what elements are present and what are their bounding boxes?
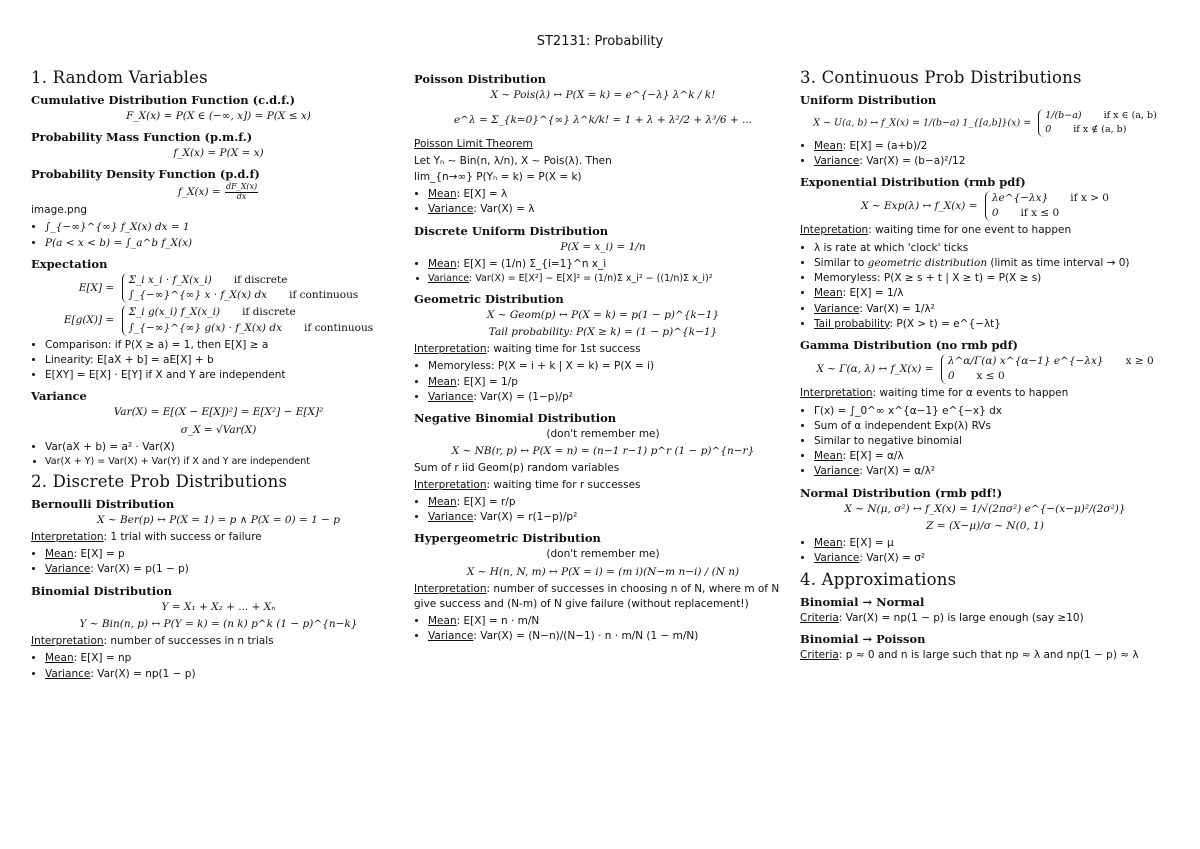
list-item xyxy=(814,449,1170,464)
list-item xyxy=(428,375,792,390)
text: : Var(X) = (b−a)²/12 xyxy=(859,154,966,167)
text: : Var(X) = p(1 − p) xyxy=(90,563,189,576)
case-cond: if x ≤ 0 xyxy=(1020,207,1060,220)
text: : Var(X) = np(1 − p) xyxy=(90,667,196,680)
label: Mean xyxy=(428,257,457,270)
label: Interpretation xyxy=(31,531,104,544)
list-item xyxy=(428,629,792,644)
case-expr: 0 xyxy=(1045,123,1052,135)
label: Interpretation xyxy=(31,635,104,648)
text: : E[X] = α/λ xyxy=(842,450,904,463)
pdf-eq-denominator: dx xyxy=(236,191,247,201)
pdf-eq-lhs: f_X(x) = xyxy=(177,186,221,199)
pmf-equation: f_X(x) = P(X = x) xyxy=(173,147,264,160)
poisson-limit-line1: Let Yₙ ∼ Bin(n, λ/n), X ∼ Pois(λ). Then xyxy=(414,154,612,167)
negative-binomial-note: (don't remember me) xyxy=(546,428,660,441)
case-cond: if discrete xyxy=(242,306,296,319)
list-item: • ∫_{−∞}^{∞} f_X(x) dx = 1 xyxy=(45,220,406,235)
binomial-sum-equation: Y = X₁ + X₂ + ... + Xₙ xyxy=(161,600,276,613)
binomial-pmf-equation: Y ∼ Bin(n, p) ↔ P(Y = k) = (n k) p^k (1 − p)^{n−k} xyxy=(79,617,358,630)
label: Mean xyxy=(45,548,74,561)
case-expr: Σ_i g(x_i) f_X(x_i) xyxy=(128,306,221,319)
list-item: • Γ(x) = ∫_0^∞ x^{α−1} e^{−x} dx xyxy=(814,404,1170,419)
exponential-equation xyxy=(800,191,1170,221)
exponential-cases xyxy=(985,191,1109,221)
normal-pdf-equation: X ∼ N(μ, σ²) ↔ f_X(x) = 1/√(2πσ²) e^{−(x−μ)²/(2σ²)} xyxy=(844,502,1126,515)
case-cond: if x ∉ (a, b) xyxy=(1073,123,1127,135)
text: : waiting time for α events to happen xyxy=(872,387,1069,400)
exponential-bullets xyxy=(800,241,1170,332)
label: Variance xyxy=(45,563,91,576)
pdf-heading: Probability Density Function (p.d.f) xyxy=(31,167,260,182)
label: Mean xyxy=(814,450,843,463)
label: Criteria xyxy=(800,611,839,624)
label: Mean xyxy=(45,652,74,665)
label: Variance xyxy=(428,272,470,284)
label: Mean xyxy=(814,139,843,152)
pdf-bullets xyxy=(31,220,406,250)
geometric-interpretation xyxy=(414,342,792,357)
list-item xyxy=(428,495,792,510)
text: : 1 trial with success or failure xyxy=(103,531,262,544)
gamma-cases xyxy=(941,354,1154,384)
image-placeholder-text: image.png xyxy=(31,204,88,217)
binomial-bullets xyxy=(31,651,406,681)
pdf-eq-fraction xyxy=(225,183,258,201)
text: : E[X] = r/p xyxy=(456,495,516,508)
text: : Var(X) = (N−n)/(N−1) · n · m/N (1 − m/N) xyxy=(473,630,699,643)
list-item: • Similar to negative binomial xyxy=(814,434,1170,449)
sigma-equation: σ_X = √Var(X) xyxy=(180,423,257,436)
uniform-bullets xyxy=(800,139,1170,169)
uniform-lhs: X ∼ U(a, b) ↔ f_X(x) = 1/(b−a) 1_{[a,b]}(x) = xyxy=(813,117,1032,129)
expectation-lhs: E[X] = xyxy=(78,282,115,295)
case-cond: if continuous xyxy=(289,289,359,302)
list-item: • Sum of α independent Exp(λ) RVs xyxy=(814,419,1170,434)
expectation-g-cases xyxy=(122,305,374,335)
geometric-bullets xyxy=(414,359,792,405)
expectation-bullets xyxy=(31,338,406,384)
label: Interpretation xyxy=(414,478,487,491)
label: Variance xyxy=(814,465,860,478)
case-expr: ∫_{−∞}^{∞} g(x) · f_X(x) dx xyxy=(128,321,283,334)
section-heading-approximations: 4. Approximations xyxy=(800,569,957,589)
text: Similar to xyxy=(814,256,868,269)
hypergeometric-note: (don't remember me) xyxy=(546,548,660,561)
normal-standardize-equation: Z = (X−μ)/σ ∼ N(0, 1) xyxy=(926,519,1044,532)
case-expr: Σ_i x_i · f_X(x_i) xyxy=(128,273,212,286)
label: Criteria xyxy=(800,648,839,661)
text: : Var(X) = np(1 − p) is large enough (say ≥10) xyxy=(838,611,1084,624)
cdf-heading: Cumulative Distribution Function (c.d.f.) xyxy=(31,93,296,107)
gamma-lhs: X ∼ Γ(α, λ) ↔ f_X(x) = xyxy=(816,363,934,376)
text: : Var(X) = r(1−p)/p² xyxy=(473,511,578,524)
list-item xyxy=(428,202,792,217)
poisson-bullets xyxy=(414,187,792,217)
text: : Var(X) = (1−p)/p² xyxy=(473,390,573,403)
label: Mean xyxy=(814,537,843,550)
list-item xyxy=(814,317,1170,332)
text: : Var(X) = E[X²] − E[X]² = (1/n)Σ x_i² − ((1/n)Σ x_i)² xyxy=(469,272,713,284)
list-item: • Var(X + Y) = Var(X) + Var(Y) if X and Y are independent xyxy=(45,455,406,469)
bernoulli-heading: Bernoulli Distribution xyxy=(31,496,175,511)
list-item xyxy=(428,257,792,272)
binomial-poisson-heading: Binomial → Poisson xyxy=(800,631,926,646)
pmf-heading: Probability Mass Function (p.m.f.) xyxy=(31,130,253,145)
variance-equation: Var(X) = E[(X − E[X])²] = E[X²] − E[X]² xyxy=(113,406,324,419)
binomial-heading: Binomial Distribution xyxy=(31,583,173,598)
label: Interpretation xyxy=(800,387,873,400)
exponential-heading: Exponential Distribution (rmb pdf) xyxy=(800,174,1026,189)
expectation-g-equation xyxy=(31,305,406,335)
negative-binomial-bullets xyxy=(414,495,792,525)
section-heading-discrete: 2. Discrete Prob Distributions xyxy=(31,471,288,491)
binomial-poisson-criteria xyxy=(800,648,1170,663)
text: : Var(X) = 1/λ² xyxy=(859,302,935,315)
text: : E[X] = μ xyxy=(842,537,894,550)
binomial-interpretation xyxy=(31,634,406,649)
list-item xyxy=(814,154,1170,169)
list-item xyxy=(814,302,1170,317)
uniform-equation xyxy=(800,109,1170,137)
label: Variance xyxy=(814,302,860,315)
list-item xyxy=(814,139,1170,154)
case-expr: λe^{−λx} xyxy=(991,191,1049,204)
text: : E[X] = 1/λ xyxy=(842,287,904,300)
column-1 xyxy=(31,66,406,685)
normal-heading: Normal Distribution (rmb pdf!) xyxy=(800,485,1003,500)
list-item xyxy=(428,510,792,525)
label: Variance xyxy=(428,203,474,216)
list-item: • Linearity: E[aX + b] = aE[X] + b xyxy=(45,353,406,368)
text: : P(X > t) = e^{−λt} xyxy=(889,317,1001,330)
label: Mean xyxy=(428,495,457,508)
pdf-equation xyxy=(31,183,406,201)
expectation-equation xyxy=(31,273,406,303)
pdf-eq-numerator: dF_X(x) xyxy=(226,182,258,192)
case-expr: 0 xyxy=(991,207,999,220)
uniform-cases xyxy=(1038,109,1157,137)
bernoulli-interpretation xyxy=(31,530,406,545)
case-expr: ∫_{−∞}^{∞} x · f_X(x) dx xyxy=(128,289,268,302)
label: Variance xyxy=(814,154,860,167)
hypergeometric-heading: Hypergeometric Distribution xyxy=(414,531,601,546)
list-item: • E[XY] = E[X] · E[Y] if X and Y are independent xyxy=(45,368,406,383)
variance-heading: Variance xyxy=(31,389,87,404)
bernoulli-equation: X ∼ Ber(p) ↔ P(X = 1) = p ∧ P(X = 0) = 1 − p xyxy=(97,513,340,526)
list-item xyxy=(45,562,406,577)
text: : Var(X) = σ² xyxy=(859,552,926,565)
gamma-heading: Gamma Distribution (no rmb pdf) xyxy=(800,337,1018,352)
case-expr: 0 xyxy=(947,370,955,383)
column-3 xyxy=(800,66,1170,664)
text: : p ≈ 0 and n is large such that np ≈ λ and np(1 − p) ≈ λ xyxy=(838,648,1139,661)
text: : Var(X) = α/λ² xyxy=(859,465,936,478)
label: Variance xyxy=(428,511,474,524)
case-expr: 1/(b−a) xyxy=(1045,110,1082,121)
exponential-interpretation xyxy=(800,223,1170,238)
poisson-series-equation: e^λ = Σ_{k=0}^{∞} λ^k/k! = 1 + λ + λ²/2 + λ³/6 + ... xyxy=(453,114,753,127)
bernoulli-bullets xyxy=(31,547,406,577)
uniform-heading: Uniform Distribution xyxy=(800,93,937,107)
hypergeometric-interpretation xyxy=(414,582,792,612)
expectation-heading: Expectation xyxy=(31,256,108,271)
label: Interpretation xyxy=(414,582,487,595)
discrete-uniform-heading: Discrete Uniform Distribution xyxy=(414,223,609,238)
label: Mean xyxy=(814,287,843,300)
label: Variance xyxy=(814,552,860,565)
label: Variance xyxy=(428,630,474,643)
discrete-uniform-bullets xyxy=(414,257,792,286)
list-item xyxy=(814,256,1170,271)
list-item: • Memoryless: P(X ≥ s + t | X ≥ t) = P(X ≥ s) xyxy=(814,271,1170,286)
variance-bullets xyxy=(31,440,406,469)
label: Variance xyxy=(428,390,474,403)
section-heading-random-variables: 1. Random Variables xyxy=(31,68,208,87)
list-item xyxy=(45,547,406,562)
case-cond: if continuous xyxy=(304,321,374,334)
case-cond: x ≤ 0 xyxy=(976,370,1005,383)
case-cond: if discrete xyxy=(233,273,288,286)
case-expr: λ^α/Γ(α) x^{α−1} e^{−λx} xyxy=(947,354,1104,367)
text: : E[X] = p xyxy=(73,548,125,561)
expectation-cases xyxy=(122,273,359,303)
poisson-limit-heading: Poisson Limit Theorem xyxy=(414,138,533,151)
text: : number of successes in choosing n of N, where m of N give success and (N-m) of N give failure (without replacement!) xyxy=(414,582,780,611)
negative-binomial-sum: Sum of r iid Geom(p) random variables xyxy=(414,462,620,475)
text: : E[X] = (1/n) Σ_{i=1}^n x_i xyxy=(456,257,607,270)
poisson-equation: X ∼ Pois(λ) ↔ P(X = k) = e^{−λ} λ^k / k! xyxy=(490,89,716,101)
binomial-normal-heading: Binomial → Normal xyxy=(800,594,925,609)
binomial-normal-criteria xyxy=(800,611,1170,626)
label: Tail probability xyxy=(814,317,890,330)
text: : E[X] = (a+b)/2 xyxy=(842,139,928,152)
label: Interpretation xyxy=(414,343,487,356)
label: Mean xyxy=(428,375,457,388)
gamma-bullets xyxy=(800,404,1170,480)
text: : E[X] = λ xyxy=(456,188,508,201)
case-cond: if x > 0 xyxy=(1070,191,1109,204)
negative-binomial-interpretation xyxy=(414,478,792,493)
cdf-equation: F_X(x) = P(X ∈ (−∞, x]) = P(X ≤ x) xyxy=(126,110,311,122)
list-item xyxy=(814,464,1170,479)
list-item: • Comparison: if P(X ≥ a) = 1, then E[X] ≥ a xyxy=(45,338,406,353)
emphasis: geometric distribution xyxy=(867,256,988,269)
text: : E[X] = np xyxy=(73,652,132,665)
list-item xyxy=(428,390,792,405)
list-item xyxy=(45,667,406,682)
negative-binomial-heading: Negative Binomial Distribution xyxy=(414,411,617,426)
label: Intepretation xyxy=(800,224,869,237)
list-item xyxy=(428,614,792,629)
exponential-lhs: X ∼ Exp(λ) ↔ f_X(x) = xyxy=(861,200,978,213)
geometric-tail-equation: Tail probability: P(X ≥ k) = (1 − p)^{k−1} xyxy=(488,325,718,338)
label: Variance xyxy=(45,667,91,680)
list-item: • Memoryless: P(X = i + k | X = k) = P(X = i) xyxy=(428,359,792,374)
poisson-heading: Poisson Distribution xyxy=(414,72,547,86)
list-item: • P(a < x < b) = ∫_a^b f_X(x) xyxy=(45,236,406,251)
section-heading-continuous: 3. Continuous Prob Distributions xyxy=(800,68,1082,87)
geometric-heading: Geometric Distribution xyxy=(414,291,564,306)
list-item: • Var(aX + b) = a² · Var(X) xyxy=(45,440,406,455)
list-item xyxy=(428,272,792,286)
text: : waiting time for 1st success xyxy=(486,343,641,356)
text: : waiting time for r successes xyxy=(486,478,641,491)
case-cond: if x ∈ (a, b) xyxy=(1103,110,1157,121)
negative-binomial-equation: X ∼ NB(r, p) ↔ P(X = n) = (n−1 r−1) p^r (1 − p)^{n−r} xyxy=(451,445,755,458)
label: Mean xyxy=(428,615,457,628)
case-cond: x ≥ 0 xyxy=(1125,354,1154,367)
list-item xyxy=(814,551,1170,566)
normal-bullets xyxy=(800,536,1170,566)
list-item: • λ is rate at which 'clock' ticks xyxy=(814,241,1170,256)
hypergeometric-equation: X ∼ H(n, N, m) ↔ P(X = i) = (m i)(N−m n−i) / (N n) xyxy=(466,565,740,578)
list-item xyxy=(814,536,1170,551)
list-item xyxy=(428,187,792,202)
expectation-g-lhs: E[g(X)] = xyxy=(63,314,115,327)
hypergeometric-bullets xyxy=(414,614,792,644)
discrete-uniform-equation: P(X = x_i) = 1/n xyxy=(560,240,646,253)
text: (limit as time interval → 0) xyxy=(987,256,1130,269)
text: : E[X] = 1/p xyxy=(456,375,518,388)
poisson-limit-line2: lim_{n→∞} P(Yₙ = k) = P(X = k) xyxy=(414,170,582,183)
text: : number of successes in n trials xyxy=(103,635,274,648)
gamma-interpretation xyxy=(800,386,1170,401)
text: : waiting time for one event to happen xyxy=(868,224,1072,237)
document-title: ST2131: Probability xyxy=(536,34,664,49)
list-item xyxy=(814,286,1170,301)
column-2 xyxy=(414,66,792,648)
text: : E[X] = n · m/N xyxy=(456,615,540,628)
gamma-equation xyxy=(800,354,1170,384)
geometric-equation: X ∼ Geom(p) ↔ P(X = k) = p(1 − p)^{k−1} xyxy=(486,308,720,321)
label: Mean xyxy=(428,188,457,201)
text: : Var(X) = λ xyxy=(473,203,535,216)
list-item xyxy=(45,651,406,666)
